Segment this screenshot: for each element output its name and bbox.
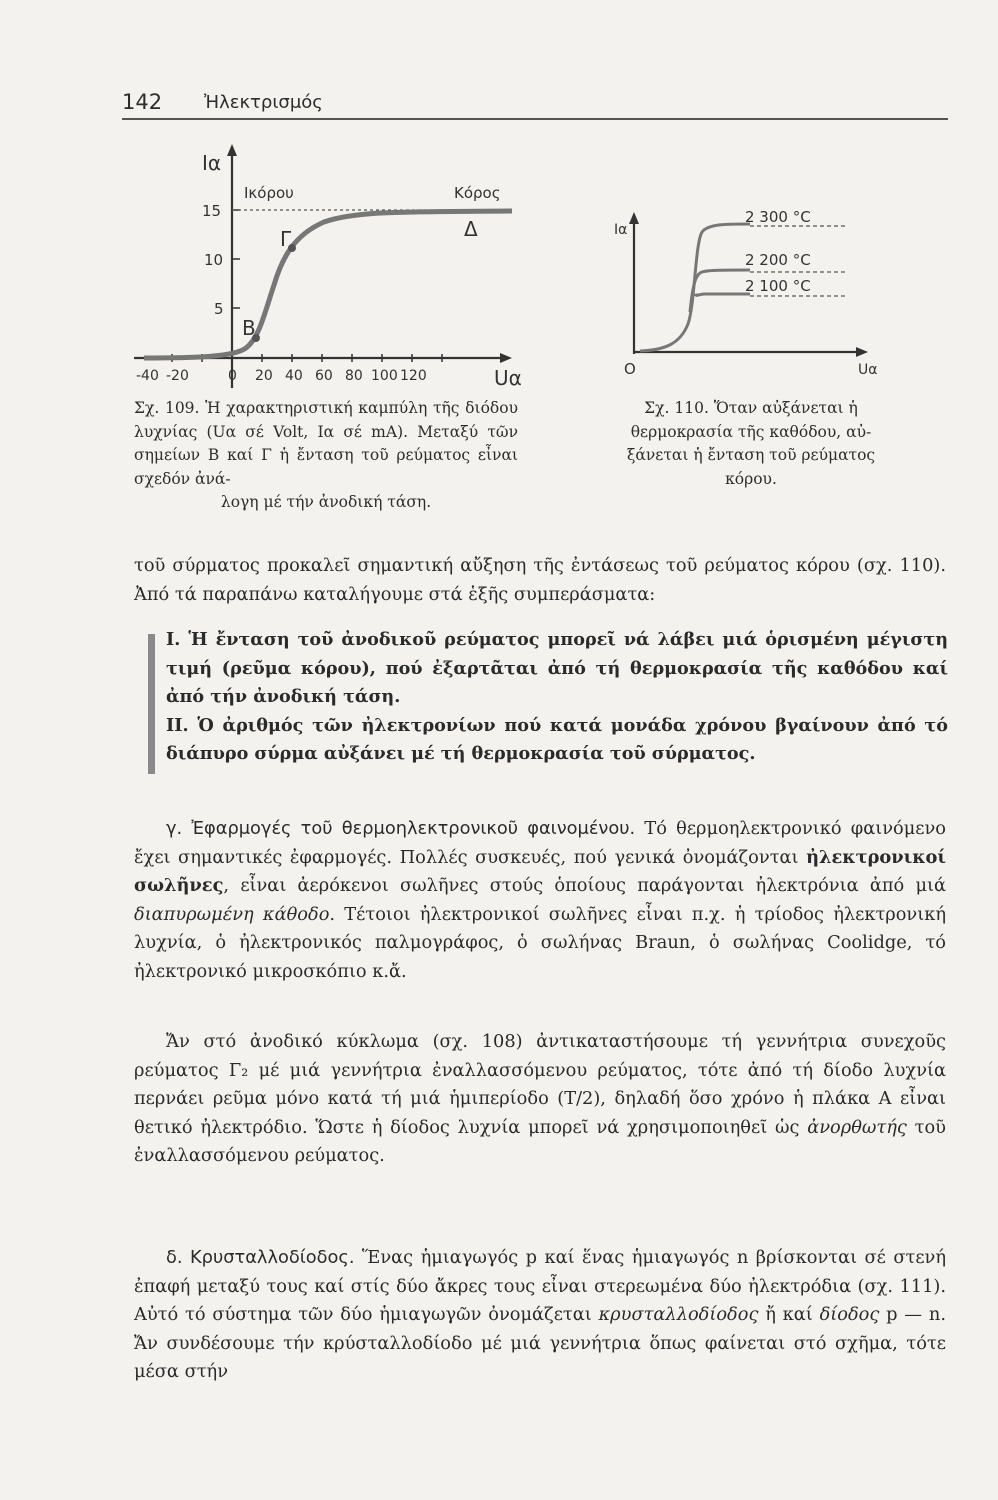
x-tick-label: 120 bbox=[400, 368, 427, 384]
x-tick-label: 0 bbox=[228, 368, 237, 384]
point-d-label: Δ bbox=[464, 217, 478, 241]
caption-line: τῆς διόδου λυχνίας (Uα σέ Volt, Iα σέ bbox=[134, 399, 518, 441]
caption-line: θερμοκρασία τῆς καθόδου, αὐ- bbox=[630, 422, 872, 441]
x-tick-label: 40 bbox=[285, 368, 303, 384]
caption-line: mA). Μεταξύ τῶν σημείων Β καί Γ ἡ bbox=[134, 422, 518, 464]
y-tick-label: 5 bbox=[214, 300, 224, 318]
y-axis-arrow bbox=[227, 144, 237, 156]
conclusions-block bbox=[166, 626, 948, 769]
paragraph-crystal-diode: δ. Κρυσταλλοδίοδος. Ἕνας ἡμιαγωγός p καί ἕνας ἡμιαγωγός n βρίσκονται σέ στενή ἐπαφή μεταξύ τους καί στίς δύο ἄκρες τους εἶναι στερεωμένα δύο ἠλεκτρόδια (σχ. 111). Αὐτό τό σύστημα τῶν δύο ἡμιαγωγῶν ὀνομάζεται κρυσταλλοδίοδος ἤ καί δίοδος p — n. Ἄν συνδέσουμε τήν κρύσταλλοδίοδο μέ μιά γεννήτρια ὅπως φαίνεται στό σχῆμα, τότε μέσα στήν bbox=[134, 1247, 946, 1382]
point-b-label: Β bbox=[242, 316, 256, 340]
characteristic-curve bbox=[144, 211, 512, 358]
figure-109-characteristic-curve bbox=[134, 140, 524, 395]
curve-2200 bbox=[690, 270, 750, 312]
italic-term: δίοδος bbox=[819, 1304, 880, 1325]
italic-term: διαπυρωμένη κάθοδο bbox=[134, 903, 330, 925]
point-g-label: Γ bbox=[280, 227, 292, 251]
curve-2300 bbox=[640, 224, 750, 351]
y-axis-label: Iα bbox=[614, 222, 628, 238]
caption-line: ξάνεται ἡ ἔνταση τοῦ ρεύματος bbox=[626, 446, 876, 464]
section-heading: γ. Ἐφαρμογές τοῦ θερμοηλεκτρονικοῦ φαινομένου. bbox=[166, 818, 636, 839]
curve-label-2100: 2 100 °C bbox=[745, 277, 811, 295]
margin-bar bbox=[148, 634, 155, 774]
figure-110-caption bbox=[606, 397, 896, 491]
curve-label-2200: 2 200 °C bbox=[745, 251, 811, 269]
caption-line: κόρου. bbox=[725, 469, 777, 488]
conclusion-1: I. Ἡ ἔνταση τοῦ ἀνοδικοῦ ρεύματος μπορεῖ νά λάβει μιά ὁρισμένη μέγιστη τιμή (ρεῦμα κόρου), πού ἐξαρτᾶται ἀπό τή θερμοκρασία τῆς καθόδου καί ἀπό τήν ἀνοδική τάση. bbox=[166, 629, 948, 707]
section-heading: δ. Κρυσταλλοδίοδος. bbox=[166, 1247, 355, 1268]
origin-label: O bbox=[624, 360, 636, 378]
paragraph-applications: γ. Ἐφαρμογές τοῦ θερμοηλεκτρονικοῦ φαινομένου. Τό θερμοηλεκτρονικό φαινόμενο ἔχει σημαντικές ἐφαρμογές. Πολλές συσκευές, πού γενικά ὀνομάζονται ἠλεκτρονικοί σωλῆνες, εἶναι ἀερόκενοι σωλῆνες στούς ὁποίους παράγονται ἠλεκτρόνια ἀπό μιά διαπυρωμένη κάθοδο. Τέτοιοι ἠλεκτρονικοί σωλῆνες εἶναι π.χ. ἡ τρίοδος ἠλεκτρονική λυχνία, ὁ ἠλεκτρονικός παλμογράφος, ὁ σωλήνας Braun, ὁ σωλήνας Coolidge, τό ἠλεκτρονικό μικροσκόπιο κ.ἄ. bbox=[134, 818, 946, 982]
x-axis-label: Uα bbox=[858, 362, 878, 378]
caption-line: Σχ. 109. Ἡ χαρακτηριστική καμπύλη bbox=[134, 399, 428, 417]
caption-line: ἔνταση τοῦ ρεύματος εἶναι σχεδόν ἀνά- bbox=[134, 446, 518, 488]
italic-term: κρυσταλλοδίοδος bbox=[598, 1304, 759, 1325]
page-number: 142 bbox=[122, 90, 163, 114]
x-tick-label: -20 bbox=[166, 368, 189, 384]
figure-109-caption bbox=[134, 397, 518, 515]
y-axis-label: Iα bbox=[202, 151, 222, 175]
saturation-current-label: Iκόρου bbox=[244, 184, 294, 202]
y-tick-label: 10 bbox=[204, 251, 224, 269]
saturation-word: Κόρος bbox=[454, 184, 501, 202]
bold-term: ἠλεκτρονικοί σωλῆνες bbox=[134, 846, 946, 896]
conclusion-2: II. Ὁ ἀριθμός τῶν ἠλεκτρονίων πού κατά μονάδα χρόνου βγαίνουν ἀπό τό διάπυρο σύρμα αὐξάνει μέ τή θερμοκρασία τοῦ σύρματος. bbox=[166, 714, 948, 764]
y-tick-label: 15 bbox=[202, 202, 222, 220]
running-title: Ἠλεκτρισμός bbox=[204, 92, 323, 113]
x-axis-label: Uα bbox=[494, 366, 522, 390]
curve-label-2300: 2 300 °C bbox=[745, 208, 811, 226]
x-tick-label: -40 bbox=[136, 368, 159, 384]
page-header bbox=[122, 84, 948, 120]
x-tick-label: 20 bbox=[255, 368, 273, 384]
x-axis-arrow bbox=[500, 353, 512, 363]
header-rule bbox=[122, 118, 948, 120]
x-tick-label: 80 bbox=[345, 368, 363, 384]
caption-line: Σχ. 110. Ὅταν αὐξάνεται ἡ bbox=[644, 399, 858, 417]
x-tick-label: 100 bbox=[371, 368, 398, 384]
paragraph-rectifier: Ἄν στό ἀνοδικό κύκλωμα (σχ. 108) ἀντικαταστήσουμε τή γεννήτρια συνεχοῦς ρεύματος Γ₂ μέ μιά γεννήτρια ἐναλλασσόμενου ρεύματος, τότε ἀπό τή δίοδο λυχνία περνάει ρεῦμα μόνο κατά τή μιά ἡμιπερίοδο (T/2), δηλαδή ὅσο χρόνο ἡ πλάκα A εἶναι θετικό ἠλεκτρόδιο. Ὥστε ἡ δίοδος λυχνία μπορεῖ νά χρησιμοποιηθεῖ ὡς ἀνορθωτής τοῦ ἐναλλασσόμενου ρεύματος. bbox=[134, 1031, 946, 1166]
x-axis-arrow bbox=[856, 347, 868, 357]
caption-line: λογη μέ τήν ἀνοδική τάση. bbox=[220, 493, 432, 511]
y-axis-arrow bbox=[629, 212, 639, 224]
curve-2100 bbox=[695, 294, 750, 295]
figure-110-temperature-curves bbox=[600, 194, 900, 384]
x-tick-label: 60 bbox=[315, 368, 333, 384]
italic-term: ἀνορθωτής bbox=[807, 1116, 907, 1138]
paragraph-conclusions-intro: τοῦ σύρματος προκαλεῖ σημαντική αὔξηση τῆς ἐντάσεως τοῦ ρεύματος κόρου (σχ. 110). Ἀπό τά παραπάνω καταλήγουμε στά ἑξῆς συμπεράσματα: bbox=[134, 555, 946, 605]
